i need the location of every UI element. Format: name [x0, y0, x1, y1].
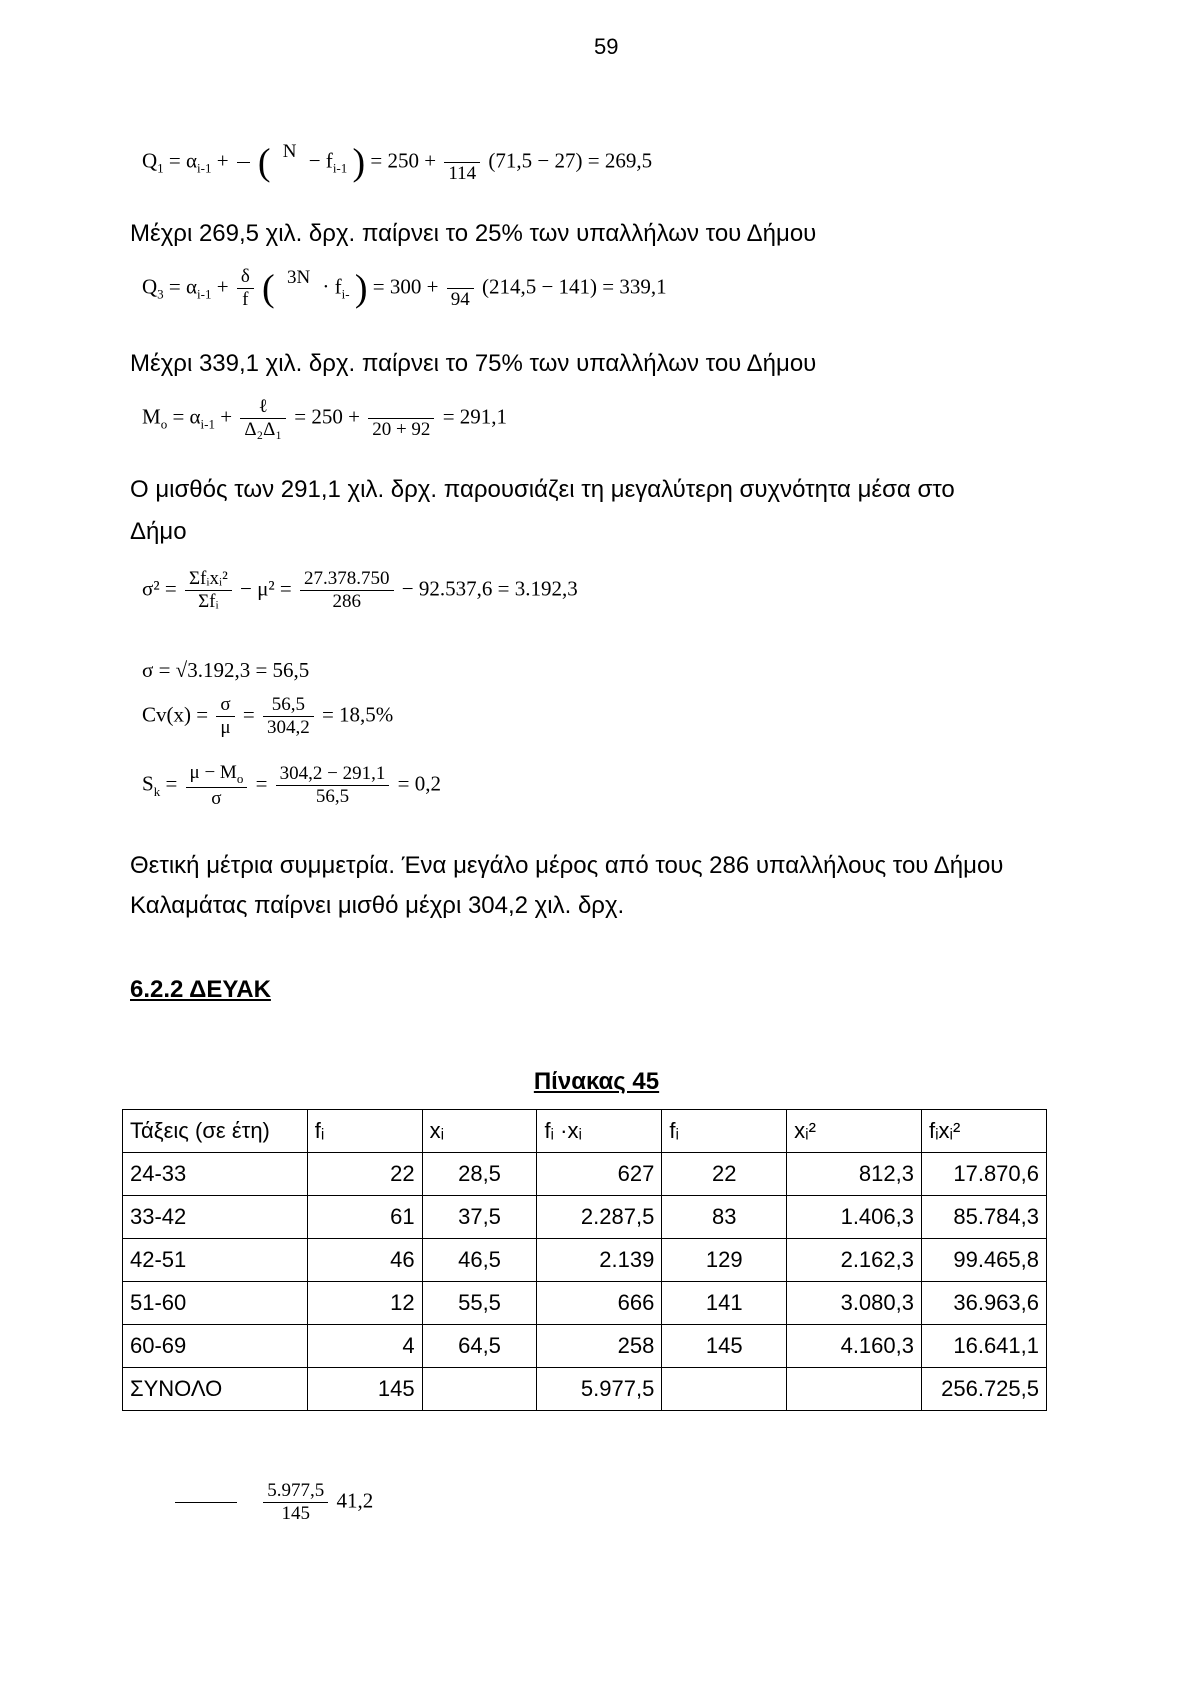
q3-frac-94 [447, 266, 474, 311]
conclusion-line-1: Θετική μέτρια συμμετρία. Ένα μεγάλο μέρος από τους 286 υπαλλήλους του Δήμου [130, 852, 1004, 879]
table-title: Πίνακας 45 [533, 1068, 660, 1095]
skew-frac [186, 762, 248, 810]
table-cell: 61 [307, 1196, 422, 1239]
q3-plus: + [216, 274, 229, 299]
section-heading: 6.2.2 ΔΕΥΑΚ [130, 976, 271, 1003]
table-row [123, 1239, 1047, 1282]
table-header-cell: fᵢ ·xᵢ [537, 1110, 662, 1153]
table-body [123, 1153, 1047, 1411]
skew-denominator: σ [186, 787, 248, 810]
table-header-cell: fᵢxᵢ² [921, 1110, 1046, 1153]
mode-frac-2 [368, 396, 434, 441]
mode-rhs-a: = 250 + [294, 404, 360, 429]
table-cell: 99.465,8 [921, 1239, 1046, 1282]
table-cell: 28,5 [422, 1153, 537, 1196]
table-row [123, 1368, 1047, 1411]
table-cell: 17.870,6 [921, 1153, 1046, 1196]
skew-den2: 56,5 [276, 785, 390, 808]
q3-formula [142, 266, 667, 311]
table-cell: 141 [662, 1282, 787, 1325]
skew-rhs: = 0,2 [397, 771, 441, 796]
mode-a-sub: i-1 [200, 416, 215, 432]
variance-lhs: σ² = [142, 576, 177, 601]
q3-lhs: Q [142, 274, 158, 299]
std-text: σ = √3.192,3 = 56,5 [142, 658, 310, 682]
skew-lhs: S [142, 771, 154, 796]
mode-denominator-2: 20 + 92 [368, 418, 434, 441]
table-header-cell: xᵢ² [787, 1110, 922, 1153]
variance-rhs: − 92.537,6 = 3.192,3 [401, 576, 578, 601]
skew-num2: 304,2 − 291,1 [279, 763, 386, 785]
variance-denominator: Σfᵢ [185, 590, 232, 613]
mode-interpretation-2: Δήμο [130, 518, 187, 545]
q3-eq: = α [168, 274, 198, 299]
mode-interpretation-1: Ο μισθός των 291,1 χιλ. δρχ. παρουσιάζει τη μεγαλύτερη συχνότητα μέσα στο [130, 476, 955, 503]
table-cell: 22 [662, 1153, 787, 1196]
q1-rhs-b: (71,5 − 27) = 269,5 [488, 148, 653, 173]
skew-formula [142, 762, 441, 810]
table-cell: 4 [307, 1325, 422, 1368]
cv-frac [216, 694, 234, 739]
skew-numerator: μ − M [189, 762, 237, 783]
table-cell: 51-60 [123, 1282, 308, 1325]
cv-rhs: = 18,5% [321, 702, 394, 727]
skew-frac-2 [276, 763, 390, 808]
table-cell: 627 [537, 1153, 662, 1196]
variance-frac-2 [300, 568, 394, 613]
table-cell: 83 [662, 1196, 787, 1239]
table-header-cell: fᵢ [662, 1110, 787, 1153]
q3-3n-frac [283, 267, 314, 311]
table-cell: 812,3 [787, 1153, 922, 1196]
table-cell: 46 [307, 1239, 422, 1282]
cv-formula [142, 694, 393, 739]
table-cell: 22 [307, 1153, 422, 1196]
page-number: 59 [594, 34, 619, 59]
table-cell: 46,5 [422, 1239, 537, 1282]
table-cell: 2.162,3 [787, 1239, 922, 1282]
cv-den2: 304,2 [263, 716, 314, 739]
q1-lhs-sub: 1 [157, 160, 164, 176]
calc-denominator: 145 [263, 1502, 328, 1525]
table-cell: 2.139 [537, 1239, 662, 1282]
q1-eq: = α [168, 148, 198, 173]
table-cell: 33-42 [123, 1196, 308, 1239]
q1-denominator: 114 [444, 162, 480, 185]
table-cell [787, 1368, 922, 1411]
mode-rhs-b: = 291,1 [442, 404, 508, 429]
table-cell: 258 [537, 1325, 662, 1368]
table-cell [422, 1368, 537, 1411]
table-cell [662, 1368, 787, 1411]
table-cell: 16.641,1 [921, 1325, 1046, 1368]
mode-eq: = α [172, 404, 201, 429]
table-header-cell: fᵢ [307, 1110, 422, 1153]
table-cell: 1.406,3 [787, 1196, 922, 1239]
table-cell: 3.080,3 [787, 1282, 922, 1325]
variance-num2: 27.378.750 [304, 568, 390, 589]
conclusion-line-2: Καλαμάτας παίρνει μισθό μέχρι 304,2 χιλ. δρχ. [130, 892, 625, 919]
cv-numerator: σ [220, 694, 231, 715]
mode-frac [240, 396, 286, 441]
q1-interpretation: Μέχρι 269,5 χιλ. δρχ. παίρνει το 25% των υπαλλήλων του Δήμου [130, 220, 817, 247]
table-cell: 60-69 [123, 1325, 308, 1368]
table-cell: 36.963,6 [921, 1282, 1046, 1325]
table-row [123, 1196, 1047, 1239]
cv-num2: 56,5 [271, 694, 305, 715]
q3-left-paren: ( [262, 267, 275, 310]
q3-lhs-sub: 3 [157, 286, 164, 302]
table-cell: 5.977,5 [537, 1368, 662, 1411]
q1-frac-114 [444, 140, 480, 185]
skew-num-sub: o [236, 770, 244, 786]
variance-den2: 286 [300, 590, 394, 613]
mode-denominator: Δ₂Δ₁ [240, 418, 286, 441]
cv-eq: = [242, 702, 255, 727]
table-cell: 24-33 [123, 1153, 308, 1196]
table-row [123, 1282, 1047, 1325]
table-header-row [123, 1110, 1047, 1153]
table-cell: 129 [662, 1239, 787, 1282]
table-cell: 2.287,5 [537, 1196, 662, 1239]
q3-f-sub: i- [341, 286, 350, 302]
mode-lhs: M [142, 404, 161, 429]
table-cell: 55,5 [422, 1282, 537, 1325]
mode-numerator: ℓ [258, 396, 268, 417]
table-cell: 666 [537, 1282, 662, 1325]
q1-n-frac [279, 141, 301, 185]
q3-rhs-a: = 300 + [372, 274, 439, 299]
skew-eq2: = [255, 771, 268, 796]
mode-plus: + [220, 404, 233, 429]
table-cell: 37,5 [422, 1196, 537, 1239]
q1-minus-f: − f [308, 148, 333, 173]
calc-numerator: 5.977,5 [267, 1480, 325, 1501]
q1-rhs-a: = 250 + [370, 148, 437, 173]
table-cell: 64,5 [422, 1325, 537, 1368]
table-cell: 12 [307, 1282, 422, 1325]
table-cell: 42-51 [123, 1239, 308, 1282]
q1-left-paren: ( [257, 141, 271, 184]
table-cell: 145 [662, 1325, 787, 1368]
variance-frac [185, 568, 232, 613]
q3-three-n: 3N [286, 266, 311, 288]
skew-lhs-sub: k [153, 783, 161, 799]
q3-f: f [237, 288, 254, 311]
q1-a-sub: i-1 [197, 160, 212, 176]
q1-formula [142, 140, 652, 185]
std-formula [142, 658, 309, 683]
q3-denominator: 94 [447, 288, 474, 311]
q3-interpretation: Μέχρι 339,1 χιλ. δρχ. παίρνει το 75% των υπαλλήλων του Δήμου [130, 350, 817, 377]
table-cell: ΣΥΝΟΛΟ [123, 1368, 308, 1411]
skew-eq: = [165, 771, 178, 796]
bottom-calculation [175, 1480, 373, 1525]
calc-dash [175, 1502, 237, 1503]
frequency-table [122, 1109, 1047, 1411]
q1-plus: + [216, 148, 229, 173]
variance-formula [142, 568, 578, 613]
q3-delta: δ [240, 266, 250, 287]
q1-right-paren: ) [352, 141, 366, 184]
table-cell: 145 [307, 1368, 422, 1411]
q1-n: N [282, 140, 297, 162]
q3-rhs-b: (214,5 − 141) = 339,1 [481, 274, 667, 299]
mode-lhs-sub: o [160, 416, 168, 432]
table-cell: 256.725,5 [921, 1368, 1046, 1411]
q1-lhs: Q [142, 148, 158, 173]
table-header-cell: xᵢ [422, 1110, 537, 1153]
table-cell: 85.784,3 [921, 1196, 1046, 1239]
mode-formula [142, 396, 507, 441]
table-row [123, 1325, 1047, 1368]
q3-minus-f: · f [322, 274, 342, 299]
calc-result: 41,2 [336, 1488, 374, 1513]
calc-frac [263, 1480, 328, 1525]
table-row [123, 1153, 1047, 1196]
q3-delta-frac [237, 266, 254, 311]
q1-f-sub: i-1 [332, 160, 348, 176]
variance-minus-mu: − μ² = [240, 576, 292, 601]
table-cell: 4.160,3 [787, 1325, 922, 1368]
q3-a-sub: i-1 [197, 286, 212, 302]
cv-denominator: μ [216, 716, 234, 739]
table-header-cell: Τάξεις (σε έτη) [123, 1110, 308, 1153]
variance-numerator: Σfᵢxᵢ² [188, 568, 228, 589]
cv-frac-2 [263, 694, 314, 739]
cv-lhs: Cv(x) = [142, 702, 209, 727]
q1-delta-frac [237, 140, 250, 185]
q3-right-paren: ) [354, 267, 368, 310]
